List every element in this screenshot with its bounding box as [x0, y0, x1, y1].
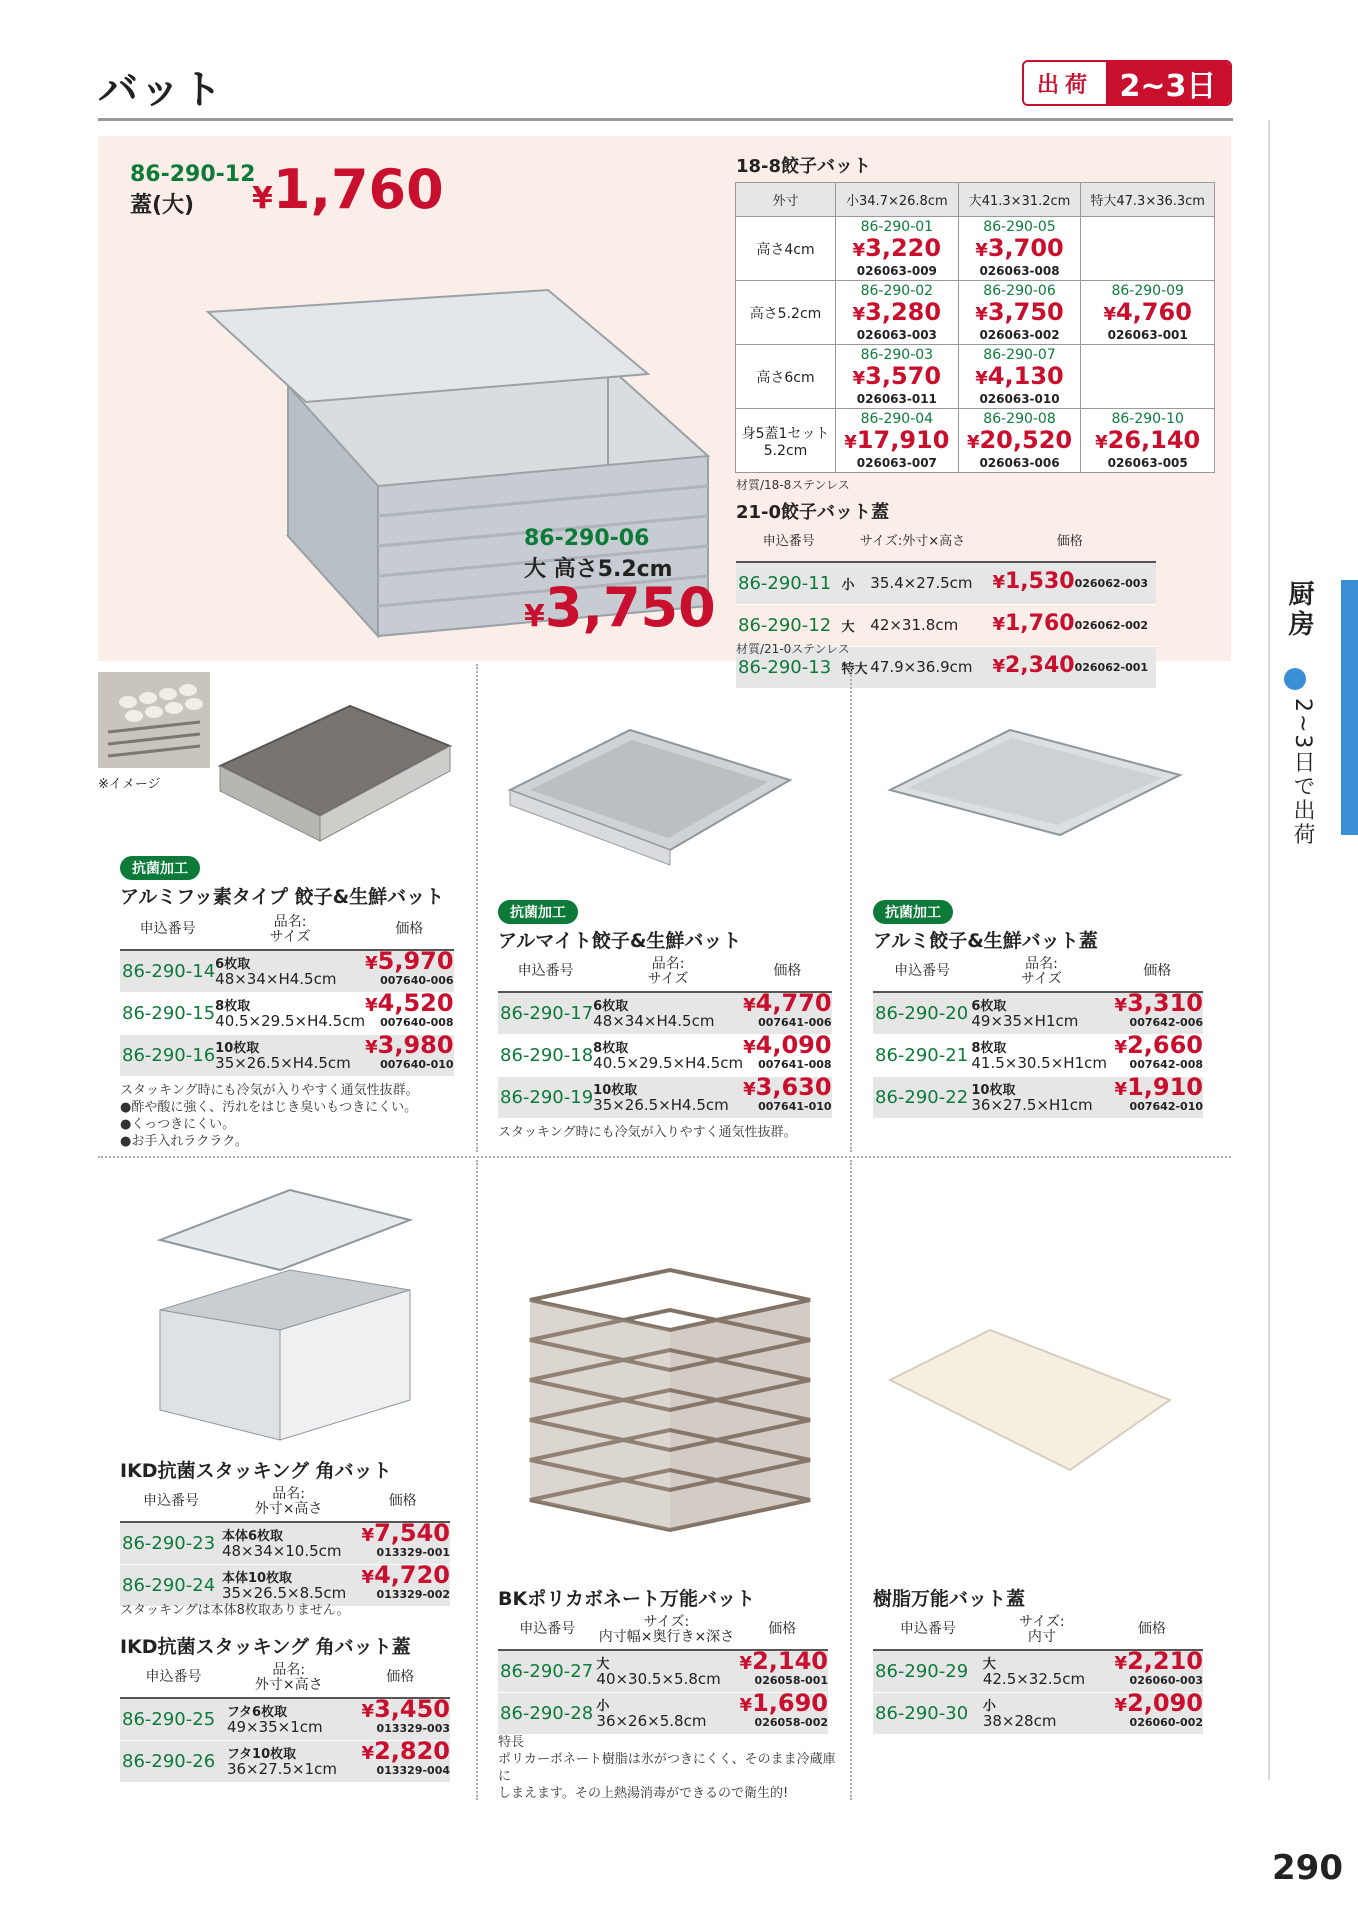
product-table: [120, 1482, 450, 1607]
table-row: 86-290-18 8枚取 40.5×29.5×H4.5cm ¥4,090 007641-008: [498, 1034, 832, 1076]
table-row: 86-290-19 10枚取 35×26.5×H4.5cm ¥3,630 007641-010: [498, 1076, 832, 1118]
product-title: IKD抗菌スタッキング 角バット蓋: [120, 1636, 411, 1658]
table-row: 86-290-17 6枚取 48×34×H4.5cm ¥4,770 007641-006: [498, 992, 832, 1034]
hero-lid-name: 蓋(大): [130, 193, 195, 218]
table-row: 86-290-15 8枚取 40.5×29.5×H4.5cm ¥4,520 007640-008: [120, 992, 454, 1034]
page-number: 290: [1272, 1848, 1343, 1888]
matrix-cell: 86-290-06 ¥3,750 026063-002: [958, 281, 1081, 345]
col-header: サイズ: 内寸幅×奥行き×深さ: [596, 1610, 736, 1650]
product-notes: スタッキング時にも冷気が入りやすく通気性抜群。: [498, 1125, 797, 1140]
product-table: [873, 952, 1203, 1119]
table-row: 86-290-27 大 40×30.5×5.8cm ¥2,140 026058-001: [498, 1650, 828, 1692]
alumite-tray-image: [500, 720, 800, 880]
matrix-cell-empty: [1081, 345, 1215, 409]
hero-lid-price: ¥1,760: [252, 158, 444, 221]
header-rule: [98, 118, 1233, 121]
table-row: 86-290-26 フタ10枚取 36×27.5×1cm ¥2,820 013329-004: [120, 1740, 450, 1782]
antibacterial-badge: 抗菌加工: [873, 900, 953, 924]
matrix-cell: 86-290-02 ¥3,280 026063-003: [836, 281, 959, 345]
matrix-row-label: 高さ4cm: [736, 217, 836, 281]
hero-main-price: ¥3,750: [524, 576, 716, 639]
antibacterial-badge: 抗菌加工: [120, 856, 200, 880]
product-title: IKD抗菌スタッキング 角バット: [120, 1460, 392, 1482]
col-header: 申込番号: [498, 952, 593, 992]
lid-table: [736, 522, 1156, 689]
divider: [476, 1160, 478, 1800]
col-header: 申込番号: [120, 1482, 222, 1522]
col-header: 申込番号: [873, 952, 971, 992]
resin-lid-image: [880, 1320, 1180, 1490]
product-table: [120, 910, 454, 1077]
lid-table-title: 21-0餃子バット蓋: [736, 502, 890, 523]
col-header: 価格: [1101, 1610, 1203, 1650]
col-header: 申込番号: [736, 522, 841, 562]
ship-days: 2~3日: [1106, 62, 1230, 104]
table-row: 86-290-20 6枚取 49×35×H1cm ¥3,310 007642-006: [873, 992, 1203, 1034]
ikd-tray-image: [140, 1180, 430, 1450]
product-table: [498, 1610, 828, 1735]
matrix-table: [735, 182, 1215, 473]
matrix-material: 材質/18-8ステンレス: [736, 478, 850, 492]
matrix-cell: 86-290-04 ¥17,910 026063-007: [836, 409, 959, 473]
divider: [98, 1156, 1231, 1158]
table-row: 86-290-30 小 38×28cm ¥2,090 026060-002: [873, 1692, 1203, 1734]
matrix-cell: 86-290-08 ¥20,520 026063-006: [958, 409, 1081, 473]
lid-material: 材質/21-0ステンレス: [736, 642, 850, 656]
matrix-row-label: 高さ5.2cm: [736, 281, 836, 345]
hero-main-name: 大 高さ5.2cm: [524, 557, 673, 582]
product-table: [120, 1658, 450, 1783]
matrix-cell: 86-290-01 ¥3,220 026063-009: [836, 217, 959, 281]
table-row: 86-290-21 8枚取 41.5×30.5×H1cm ¥2,660 007642-008: [873, 1034, 1203, 1076]
matrix-cell: 86-290-05 ¥3,700 026063-008: [958, 217, 1081, 281]
table-row: 86-290-25 フタ6枚取 49×35×1cm ¥3,450 013329-003: [120, 1698, 450, 1740]
matrix-title: 18-8餃子バット: [736, 156, 872, 177]
product-notes: スタッキングは本体8枚取ありません。: [120, 1603, 350, 1618]
col-header: 価格: [743, 952, 831, 992]
ship-label: 出荷: [1024, 62, 1106, 104]
divider: [476, 664, 478, 1152]
matrix-header: 大41.3×31.2cm: [958, 183, 1081, 217]
product-title: アルミ餃子&生鮮バット蓋: [873, 930, 1098, 952]
divider: [850, 1160, 852, 1800]
product-notes: 特長 ポリカーボネート樹脂は氷がつきにくく、そのまま冷蔵庫に しまえます。その上熱湯消毒ができるので衛生的!: [498, 1735, 836, 1801]
product-table: [498, 952, 832, 1119]
matrix-row-label: 高さ6cm: [736, 345, 836, 409]
col-header: 品名: 外寸×高さ: [227, 1658, 351, 1698]
product-title: 樹脂万能バット蓋: [873, 1588, 1026, 1610]
table-row: 86-290-28 小 36×26×5.8cm ¥1,690 026058-002: [498, 1692, 828, 1734]
table-row: 86-290-13 特大 47.9×36.9cm ¥2,340 026062-001: [736, 646, 1156, 688]
product-title: アルマイト餃子&生鮮バット: [498, 930, 742, 952]
sidebar-rule: [1268, 120, 1270, 1780]
col-header: 申込番号: [498, 1610, 596, 1650]
col-header: サイズ:外寸×高さ: [841, 522, 983, 562]
matrix-row-label: 身5蓋1セット 5.2cm: [736, 409, 836, 473]
col-header: 申込番号: [120, 910, 215, 950]
table-row: 86-290-29 大 42.5×32.5cm ¥2,210 026060-003: [873, 1650, 1203, 1692]
col-header: 価格: [355, 1482, 450, 1522]
hero-main-code: 86-290-06: [524, 526, 650, 551]
col-header: 価格: [1112, 952, 1203, 992]
col-header: 品名: サイズ: [971, 952, 1111, 992]
fluoro-tray-image: [200, 696, 460, 856]
table-row: 86-290-24 本体10枚取 35×26.5×8.5cm ¥4,720 013329-002: [120, 1564, 450, 1606]
col-header: 申込番号: [120, 1658, 227, 1698]
col-header: 品名: サイズ: [215, 910, 365, 950]
table-row: 86-290-16 10枚取 35×26.5×H4.5cm ¥3,980 007640-010: [120, 1034, 454, 1076]
table-row: 86-290-11 小 35.4×27.5cm ¥1,530 026062-003: [736, 562, 1156, 604]
antibacterial-badge: 抗菌加工: [498, 900, 578, 924]
ship-dot-icon: [1284, 668, 1306, 690]
product-title: BKポリカボネート万能バット: [498, 1588, 756, 1610]
matrix-cell: 86-290-10 ¥26,140 026063-005: [1081, 409, 1215, 473]
matrix-header: 小34.7×26.8cm: [836, 183, 959, 217]
polycarbonate-tray-image: [520, 1260, 820, 1560]
ship-vertical-label: 2~3日で出荷: [1290, 698, 1315, 847]
gyoza-image: [98, 672, 210, 768]
divider: [850, 664, 852, 1152]
table-row: 86-290-14 6枚取 48×34×H4.5cm ¥5,970 007640-006: [120, 950, 454, 992]
matrix-cell: 86-290-09 ¥4,760 026063-001: [1081, 281, 1215, 345]
matrix-cell: 86-290-03 ¥3,570 026063-011: [836, 345, 959, 409]
product-title: アルミフッ素タイプ 餃子&生鮮バット: [120, 886, 445, 908]
shipping-badge: [1022, 60, 1232, 106]
table-row: 86-290-12 大 42×31.8cm ¥1,760 026062-002: [736, 604, 1156, 646]
table-row: 86-290-23 本体6枚取 48×34×10.5cm ¥7,540 013329-001: [120, 1522, 450, 1564]
col-header: 価格: [984, 522, 1156, 562]
col-header: 価格: [365, 910, 453, 950]
col-header: 品名: 外寸×高さ: [222, 1482, 355, 1522]
product-notes: スタッキング時にも冷気が入りやすく通気性抜群。 ●酢や酸に強く、汚れをはじき臭いもつきにくい。 ●くっつきにくい。 ●お手入れラクラク。: [120, 1083, 419, 1149]
col-header: 価格: [737, 1610, 829, 1650]
hero-lid-code: 86-290-12: [130, 162, 256, 187]
matrix-header: 外寸: [736, 183, 836, 217]
matrix-header: 特大47.3×36.3cm: [1081, 183, 1215, 217]
product-table: [873, 1610, 1203, 1735]
col-header: 価格: [351, 1658, 450, 1698]
image-note: ※イメージ: [98, 777, 161, 792]
table-row: 86-290-22 10枚取 36×27.5×H1cm ¥1,910 007642-010: [873, 1076, 1203, 1118]
category-label: 厨房: [1284, 580, 1314, 640]
col-header: 申込番号: [873, 1610, 983, 1650]
aluminum-lid-image: [880, 720, 1190, 840]
col-header: 品名: サイズ: [593, 952, 743, 992]
page-title: バット: [98, 66, 224, 113]
matrix-cell: 86-290-07 ¥4,130 026063-010: [958, 345, 1081, 409]
category-tab: [1341, 580, 1358, 835]
matrix-cell-empty: [1081, 217, 1215, 281]
col-header: サイズ: 内寸: [983, 1610, 1101, 1650]
